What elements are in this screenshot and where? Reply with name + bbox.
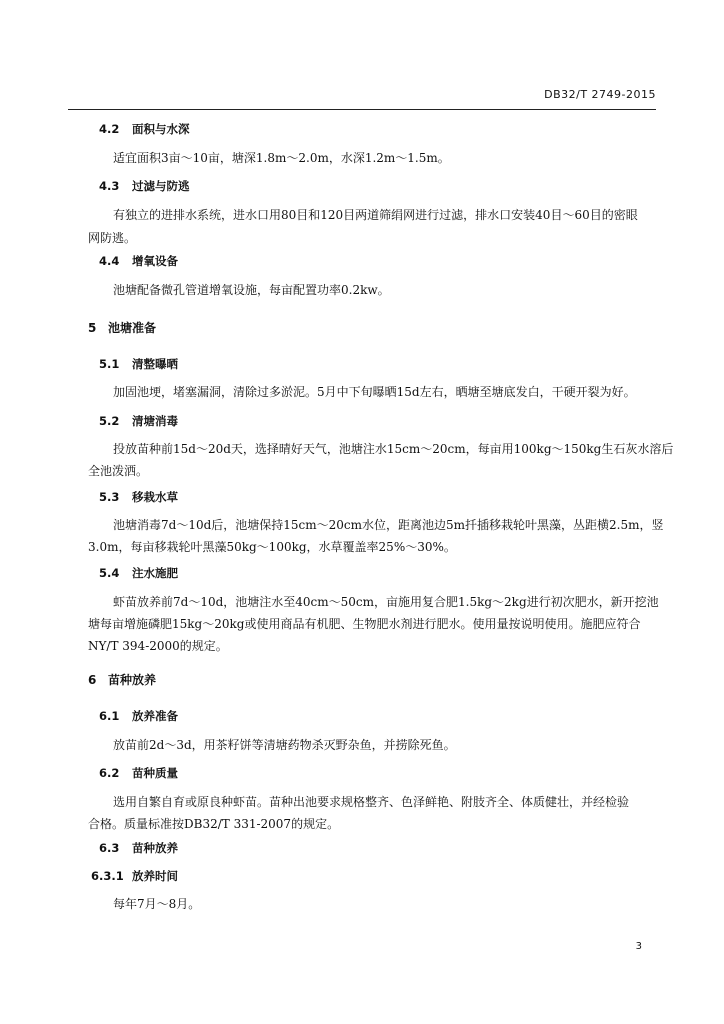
heading-6-1: [99, 708, 178, 724]
heading-5: [88, 319, 156, 336]
paragraph-4-3-line-1: 有独立的进排水系统，进水口用80目和120目两道筛绢网进行过滤，排水口安装40目～60目的密眼: [113, 208, 638, 222]
section-number: 6.3: [99, 841, 120, 855]
paragraph-5-2-line-1: 投放苗种前15d～20d天，选择晴好天气，池塘注水15cm～20cm，每亩用100kg～150kg生石灰水溶后: [113, 442, 674, 456]
section-number: 5.1: [99, 357, 120, 371]
section-title: 池塘准备: [108, 321, 157, 335]
paragraph-6-2-line-2: 合格。质量标准按DB32/T 331-2007的规定。: [88, 817, 340, 831]
section-number: 4.2: [99, 122, 120, 136]
paragraph-4-2: 适宜面积3亩～10亩，塘深1.8m～2.0m，水深1.2m～1.5m。: [113, 151, 450, 165]
paragraph-6-2-line-1: 选用自繁自育或原良种虾苗。苗种出池要求规格整齐、色泽鲜艳、附肢齐全、体质健壮，并经检验: [113, 795, 630, 809]
heading-5-3: [99, 489, 178, 505]
heading-5-2: [99, 413, 178, 429]
paragraph-4-4: 池塘配备微孔管道增氧设施，每亩配置功率0.2kw。: [113, 283, 390, 297]
paragraph-5-4-line-2: 塘每亩增施磷肥15kg～20kg或使用商品有机肥、生物肥水剂进行肥水。使用量按说明使用。施肥应符合: [88, 617, 641, 631]
heading-5-1: [99, 356, 178, 372]
heading-6-3-1: [91, 868, 178, 884]
heading-5-4: [99, 565, 178, 581]
section-title: 注水施肥: [132, 566, 178, 580]
section-title: 移栽水草: [132, 490, 178, 504]
heading-4-2: [99, 121, 190, 137]
section-title: 苗种放养: [108, 673, 157, 687]
section-title: 增氧设备: [132, 254, 178, 268]
heading-4-4: [99, 253, 178, 269]
section-number: 6.1: [99, 709, 120, 723]
paragraph-4-3-line-2: 网防逃。: [88, 231, 137, 245]
section-number: 6.3.1: [91, 869, 124, 883]
paragraph-5-3-line-1: 池塘消毒7d～10d后，池塘保持15cm～20cm水位，距离池边5m扦插移栽轮叶黑藻，丛距横2.5m，竖: [113, 518, 664, 532]
paragraph-6-1: 放苗前2d～3d，用茶籽饼等清塘药物杀灭野杂鱼，并捞除死鱼。: [113, 738, 456, 752]
section-number: 6: [88, 673, 97, 687]
paragraph-5-4-line-1: 虾苗放养前7d～10d，池塘注水至40cm～50cm，亩施用复合肥1.5kg～2kg进行初次肥水，新开挖池: [113, 595, 659, 609]
heading-6: [88, 671, 156, 688]
paragraph-5-4-line-3: NY/T 394-2000的规定。: [88, 639, 228, 653]
heading-6-2: [99, 765, 178, 781]
paragraph-5-3-line-2: 3.0m，每亩移栽轮叶黑藻50kg～100kg，水草覆盖率25%～30%。: [88, 540, 456, 554]
document-code: DB32/T 2749-2015: [544, 88, 656, 101]
section-number: 4.4: [99, 254, 120, 268]
heading-4-3: [99, 178, 190, 194]
section-title: 面积与水深: [132, 122, 190, 136]
section-number: 5.3: [99, 490, 120, 504]
page-number: 3: [635, 941, 642, 952]
section-title: 放养时间: [132, 869, 178, 883]
header-rule: [68, 109, 656, 110]
section-title: 过滤与防逃: [132, 179, 190, 193]
section-title: 清整曝晒: [132, 357, 178, 371]
paragraph-5-1: 加固池埂，堵塞漏洞，清除过多淤泥。5月中下旬曝晒15d左右，晒塘至塘底发白，干硬开裂为好。: [113, 385, 636, 399]
section-number: 5.2: [99, 414, 120, 428]
section-title: 清塘消毒: [132, 414, 178, 428]
section-number: 5.4: [99, 566, 120, 580]
heading-6-3: [99, 840, 178, 856]
section-title: 放养准备: [132, 709, 178, 723]
paragraph-5-2-line-2: 全池泼洒。: [88, 464, 149, 478]
section-number: 4.3: [99, 179, 120, 193]
section-number: 6.2: [99, 766, 120, 780]
paragraph-6-3-1: 每年7月～8月。: [113, 897, 201, 911]
section-number: 5: [88, 321, 97, 335]
section-title: 苗种质量: [132, 766, 178, 780]
section-title: 苗种放养: [132, 841, 178, 855]
